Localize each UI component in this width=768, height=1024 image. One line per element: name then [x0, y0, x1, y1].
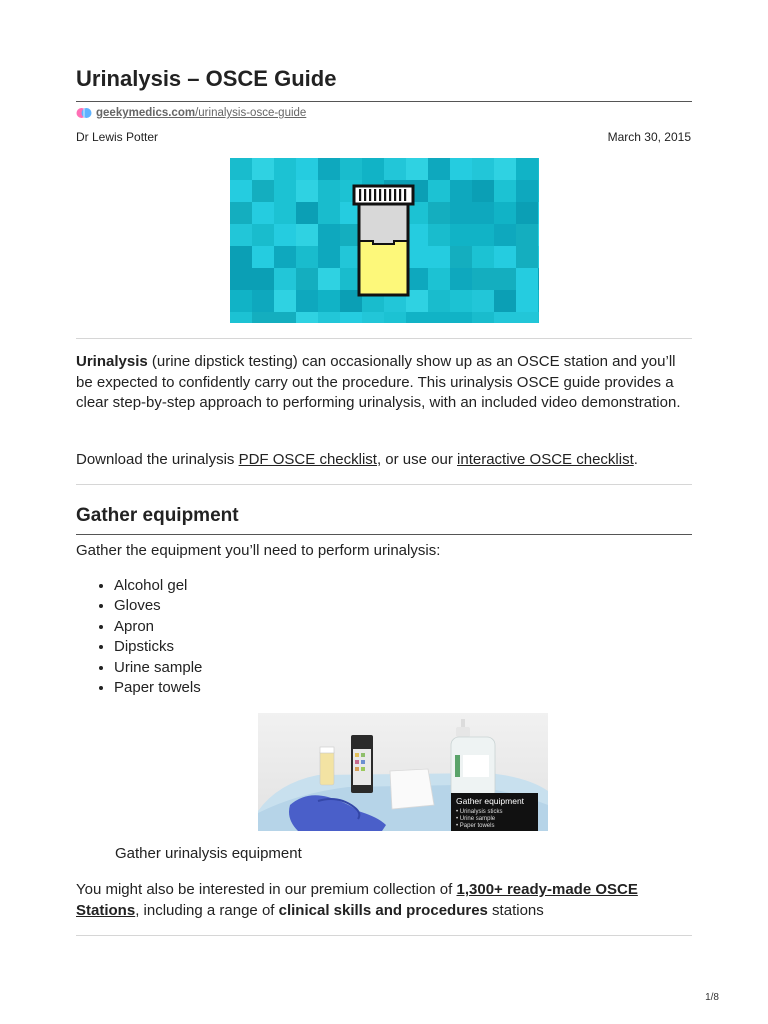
overlay-title: Gather equipment — [456, 796, 525, 806]
list-item: • Gloves — [114, 596, 202, 616]
list-item: • Paper towels — [114, 678, 202, 698]
divider — [76, 935, 692, 936]
osce-stations-link[interactable]: 1,300+ ready-made OSCE Stations — [76, 881, 638, 919]
download-suffix: . — [633, 451, 638, 468]
download-paragraph — [76, 450, 692, 471]
overlay-item: • Urine sample — [456, 816, 496, 822]
interactive-checklist-link[interactable]: interactive OSCE checklist — [457, 451, 634, 468]
promo-bold: clinical skills and procedures — [278, 901, 488, 919]
page-number: 1/8 — [705, 992, 719, 1003]
page-title: Urinalysis – OSCE Guide — [76, 66, 337, 91]
promo-middle: , including a range of — [135, 901, 279, 919]
list-item: • Dipsticks — [114, 637, 202, 657]
gather-heading: Gather equipment — [76, 505, 239, 526]
gather-intro: Gather the equipment you’ll need to perform urinalysis: — [76, 542, 441, 559]
overlay-item: • Urinalysis sticks — [456, 809, 503, 815]
divider — [76, 338, 692, 339]
download-prefix: Download the urinalysis — [76, 451, 239, 468]
promo-suffix: stations — [487, 901, 544, 919]
heading-divider — [76, 534, 692, 535]
source-line — [76, 107, 306, 119]
intro-bold-lead: Urinalysis — [76, 353, 148, 370]
intro-text: (urine dipstick testing) can occasionally show up as an OSCE station and you’ll be expected to confidently carry out the procedure. This urinalysis OSCE guide provides a clear step-by-step approach to performing urinalysis, with an included video demonstration. — [76, 353, 681, 411]
list-item: • Alcohol gel — [114, 576, 202, 596]
hero-image — [230, 158, 539, 323]
source-link[interactable] — [96, 107, 306, 119]
source-path: /urinalysis-osce-guide — [195, 107, 307, 119]
divider — [76, 484, 692, 485]
overlay-item: • Paper towels — [456, 823, 495, 829]
source-domain: geekymedics.com — [96, 107, 196, 119]
equipment-photo-illustration — [258, 713, 548, 831]
promo-prefix: You might also be interested in our premium collection of — [76, 881, 457, 898]
equipment-list — [96, 576, 202, 698]
pdf-checklist-link[interactable]: PDF OSCE checklist — [238, 451, 377, 468]
equipment-photo — [258, 713, 548, 831]
sample-pot-icon — [354, 186, 413, 295]
intro-paragraph — [76, 352, 692, 414]
brain-icon — [76, 107, 92, 119]
photo-caption: Gather urinalysis equipment — [115, 845, 302, 862]
urine-sample-illustration — [230, 158, 539, 323]
list-item: • Apron — [114, 617, 202, 637]
publish-date: March 30, 2015 — [607, 130, 691, 144]
promo-paragraph — [76, 880, 692, 921]
list-item: • Urine sample — [114, 658, 202, 678]
download-middle: , or use our — [376, 451, 458, 468]
author: Dr Lewis Potter — [76, 130, 159, 144]
title-divider — [76, 101, 692, 102]
